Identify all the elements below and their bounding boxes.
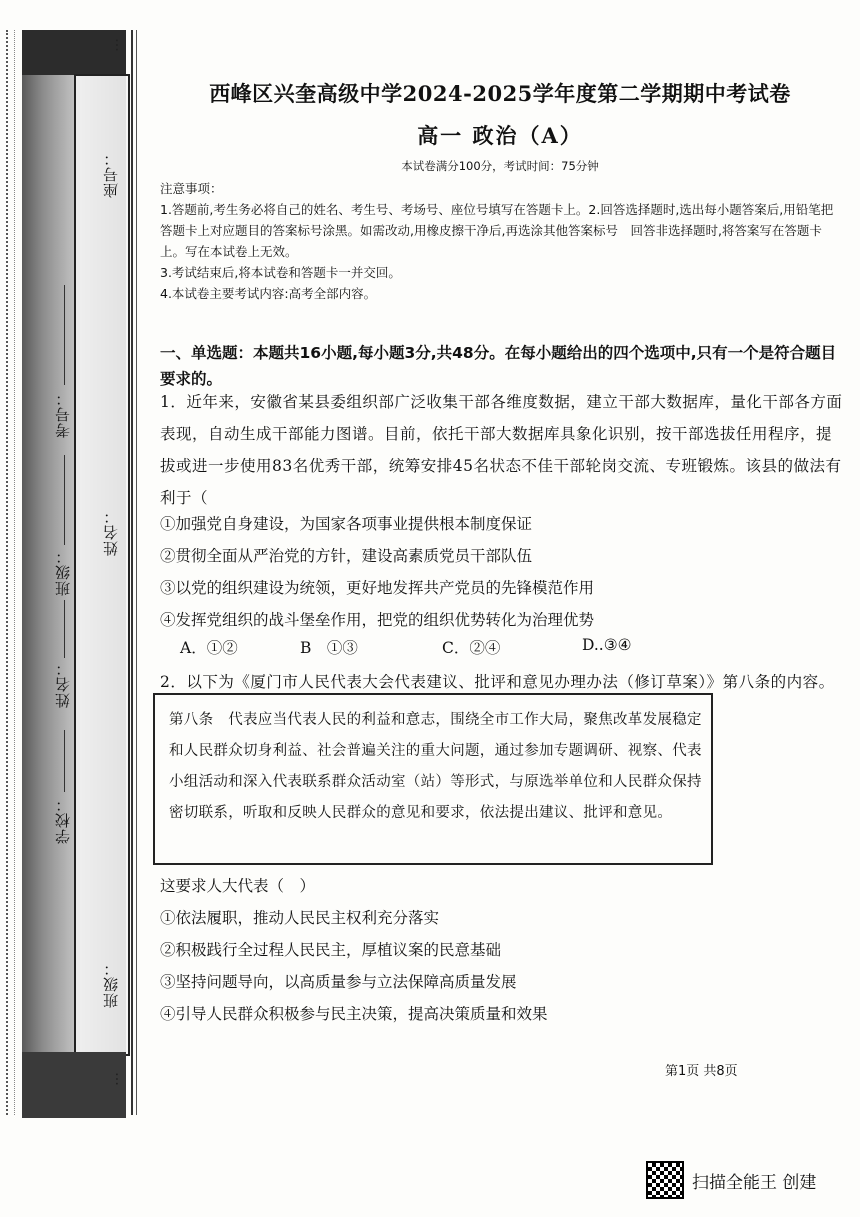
section-heading: 一、单选题：本题共16小题,每小题3分,共48分。在每小题给出的四个选项中,只有一个是符合题目要求的。 <box>160 344 837 388</box>
binding-gutter-bottom <box>22 1052 126 1118</box>
scanner-watermark <box>646 1160 816 1200</box>
qr-code-icon <box>646 1161 684 1199</box>
exam-number-blank <box>64 285 65 385</box>
choice-a: A．①② <box>180 639 238 657</box>
choice-d: D..③④ <box>582 636 632 654</box>
question-1-option: ②贯彻全面从严治党的方针，建设高素质党员干部队伍 <box>160 547 533 565</box>
binding-dots-bottom: … <box>112 1072 128 1086</box>
question-2-quote: 第八条 代表应当代表人民的利益和意志，围绕全市工作大局，聚焦改革发展稳定和人民群众切身利益、社会普遍关注的重大问题，通过参加专题调研、视察、代表小组活动和深入代表联系群众活动室（站）等形式，与原选举单位和人民群众保持密切联系，听取和反映人民群众的意见和要求，依法提出建议、批评和意见。 <box>169 712 702 821</box>
score-info: 本试卷满分100分，考试时间：75分钟 <box>401 159 599 173</box>
notice-block <box>160 178 840 304</box>
question-2-option: ④引导人民群众积极参与民主决策，提高决策质量和效果 <box>160 1005 548 1023</box>
class-label: 班级： <box>54 548 72 596</box>
class-label-inner: 班级： <box>102 960 120 1008</box>
name-blank <box>64 600 65 658</box>
question-2-quote-box <box>153 693 713 865</box>
binding-rule-thin <box>136 30 137 1115</box>
seat-label: 座号： <box>102 150 120 198</box>
school-blank <box>64 730 65 792</box>
name-label-inner: 姓名： <box>102 508 120 556</box>
question-1-option: ①加强党自身建设，为国家各项事业提供根本制度保证 <box>160 515 533 533</box>
name-label: 姓名： <box>54 660 72 708</box>
exam-subtitle: 高一 政治（A） <box>417 123 583 148</box>
class-blank <box>64 455 65 545</box>
choice-c: C．②④ <box>442 639 501 657</box>
question-1-option: ③以党的组织建设为统领，更好地发挥共产党员的先锋模范作用 <box>160 579 595 597</box>
notice-item: 1.答题前,考生务必将自己的姓名、考生号、考场号、座位号填写在答题卡上。2.回答选择题时,选出每小题答案后,用铅笔把答题卡上对应题目的答案标号涂黑。如需改动,用橡皮擦干净后,再选涂其他答案标号 回答非选择题时,将答案写在答题卡上。写在本试卷上无效。 <box>160 202 834 259</box>
page-number: 第1页 共8页 <box>665 1064 738 1079</box>
question-1-option: ④发挥党组织的战斗堡垒作用，把党的组织优势转化为治理优势 <box>160 611 595 629</box>
scanner-brand-text: 扫描全能王 创建 <box>692 1172 817 1193</box>
binding-dotted-line <box>6 30 12 1115</box>
question-2-prompt: 这要求人大代表（ ） <box>160 877 316 895</box>
question-2-stem: 2．以下为《厦门市人民代表大会代表建议、批评和意见办理办法（修订草案）》第八条的内容。 <box>160 673 835 691</box>
question-2-option: ②积极践行全过程人民民主，厚植议案的民意基础 <box>160 941 502 959</box>
binding-dotted-line-inner <box>14 30 17 1115</box>
exam-number-label: 考号： <box>54 390 72 438</box>
notice-item: 4.本试卷主要考试内容:高考全部内容。 <box>160 286 377 301</box>
notice-item: 3.考试结束后,将本试卷和答题卡一并交回。 <box>160 265 401 280</box>
question-2-option: ③坚持问题导向，以高质量参与立法保障高质量发展 <box>160 973 517 991</box>
binding-gutter-top <box>22 30 126 75</box>
binding-info-box <box>74 74 130 1056</box>
question-2-option: ①依法履职，推动人民民主权利充分落实 <box>160 909 440 927</box>
notice-heading: 注意事项： <box>160 181 223 196</box>
choice-b: B ①③ <box>300 639 358 657</box>
exam-title: 西峰区兴奎高级中学2024-2025学年度第二学期期中考试卷 <box>209 81 791 106</box>
school-label: 学校： <box>54 796 72 844</box>
binding-rule <box>131 30 133 1115</box>
binding-dots-top: … <box>112 38 128 52</box>
question-1-stem: 1．近年来，安徽省某县委组织部广泛收集干部各维度数据，建立干部大数据库，量化干部各方面表现，自动生成干部能力图谱。目前，依托干部大数据库具象化识别，按干部选拔任用程序，提拔或进一步使用83名优秀干部，统筹安排45名状态不佳干部轮岗交流、专班锻炼。该县的做法有利于（ <box>160 393 843 507</box>
